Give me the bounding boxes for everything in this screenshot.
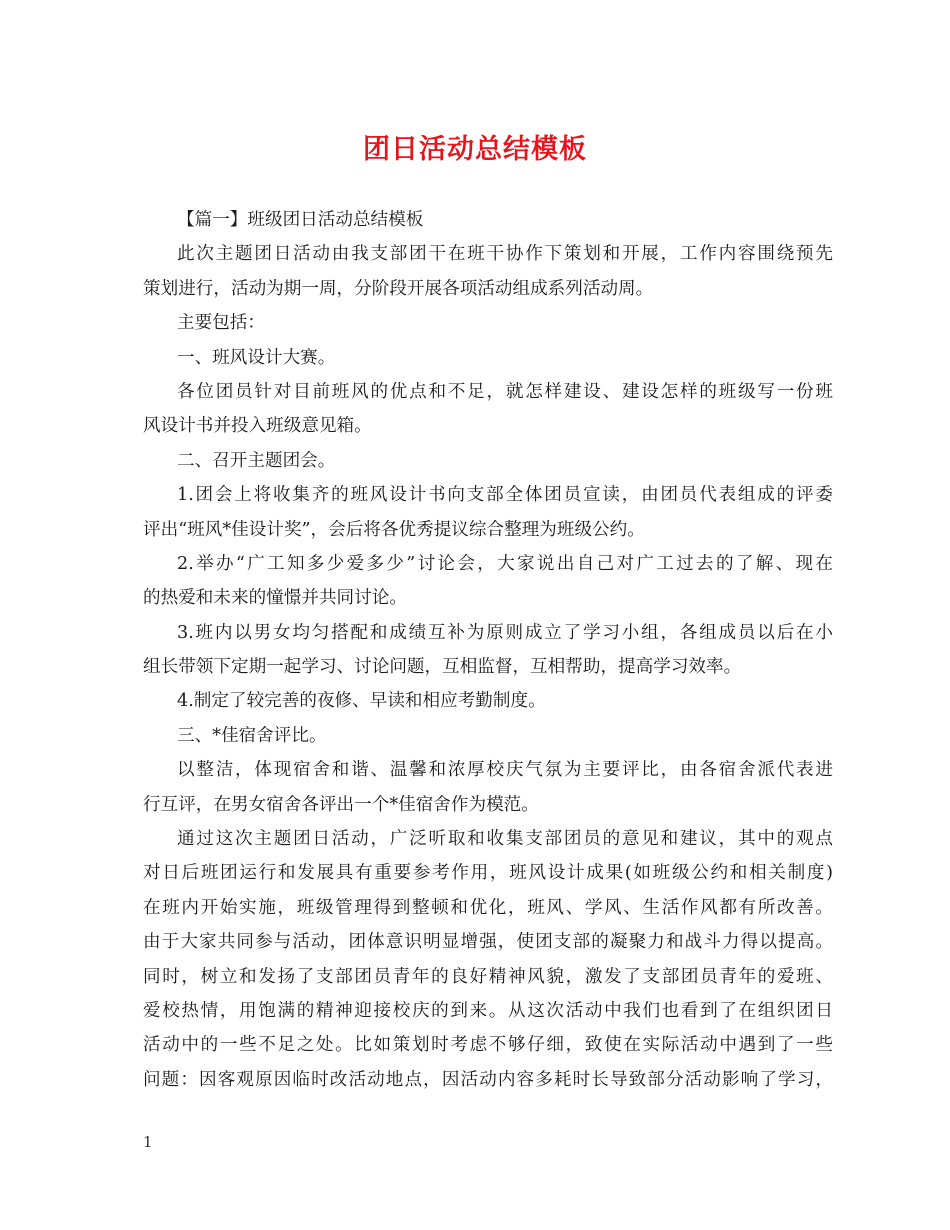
body-text-line: 同时，树立和发扬了支部团员青年的良好精神风貌，激发了支部团员青年的爱班、 (143, 966, 833, 987)
body-text-line: 3.班内以男女均匀搭配和成绩互补为原则成立了学习小组，各组成员以后在小 (177, 622, 833, 643)
body-text-line: 各位团员针对目前班风的优点和不足，就怎样建设、建设怎样的班级写一份班 (177, 381, 833, 402)
body-text-line: 爱校热情，用饱满的精神迎接校庆的到来。从这次活动中我们也看到了在组织团日 (143, 1000, 833, 1021)
document-title: 团日活动总结模板 (363, 134, 587, 165)
body-text-line: 4.制定了较完善的夜修、早读和相应考勤制度。 (177, 691, 546, 712)
body-text-line: 【篇一】班级团日活动总结模板 (177, 210, 424, 230)
body-text-line: 由于大家共同参与活动，团体意识明显增强，使团支部的凝聚力和战斗力得以提高。 (143, 932, 833, 953)
body-text-line: 以整洁，体现宿舍和谐、温馨和浓厚校庆气氛为主要评比，由各宿舍派代表进 (177, 760, 833, 781)
body-text-line: 2.举办“广工知多少爱多少”讨论会，大家说出自己对广工过去的了解、现在 (177, 553, 833, 574)
body-text-line: 活动中的一些不足之处。比如策划时考虑不够仔细，致使在实际活动中遇到了一些 (143, 1035, 833, 1056)
body-text-line: 二、召开主题团会。 (177, 450, 336, 471)
body-text-line: 三、*佳宿舍评比。 (177, 725, 327, 746)
body-text-line: 问题：因客观原因临时改活动地点，因活动内容多耗时长导致部分活动影响了学习， (143, 1069, 833, 1090)
body-text-line: 组长带领下定期一起学习、讨论问题，互相监督，互相帮助，提高学习效率。 (143, 657, 742, 678)
body-text-line: 1.团会上将收集齐的班风设计书向支部全体团员宣读，由团员代表组成的评委 (177, 485, 833, 506)
body-text-line: 此次主题团日活动由我支部团干在班干协作下策划和开展，工作内容围绕预先 (177, 244, 833, 265)
body-text-line: 一、班风设计大赛。 (177, 347, 336, 368)
body-text-line: 对日后班团运行和发展具有重要参考作用，班风设计成果(如班级公约和相关制度) (143, 863, 833, 884)
body-text-line: 在班内开始实施，班级管理得到整顿和优化，班风、学风、生活作风都有所改善。 (143, 897, 833, 918)
body-text-line: 行互评，在男女宿舍各评出一个*佳宿舍作为模范。 (143, 794, 539, 815)
body-text-line: 主要包括： (177, 313, 265, 334)
document-body (143, 203, 833, 1097)
body-text-line: 的热爱和未来的憧憬并共同讨论。 (143, 588, 407, 609)
body-text-line: 策划进行，活动为期一周，分阶段开展各项活动组成系列活动周。 (143, 278, 654, 299)
body-text-line: 通过这次主题团日活动，广泛听取和收集支部团员的意见和建议，其中的观点 (177, 829, 833, 850)
body-text-line: 风设计书并投入班级意见箱。 (143, 416, 372, 437)
page-number: 1 (143, 1133, 153, 1151)
body-text-line: 评出“班风*佳设计奖”，会后将各优秀提议综合整理为班级公约。 (143, 519, 645, 540)
